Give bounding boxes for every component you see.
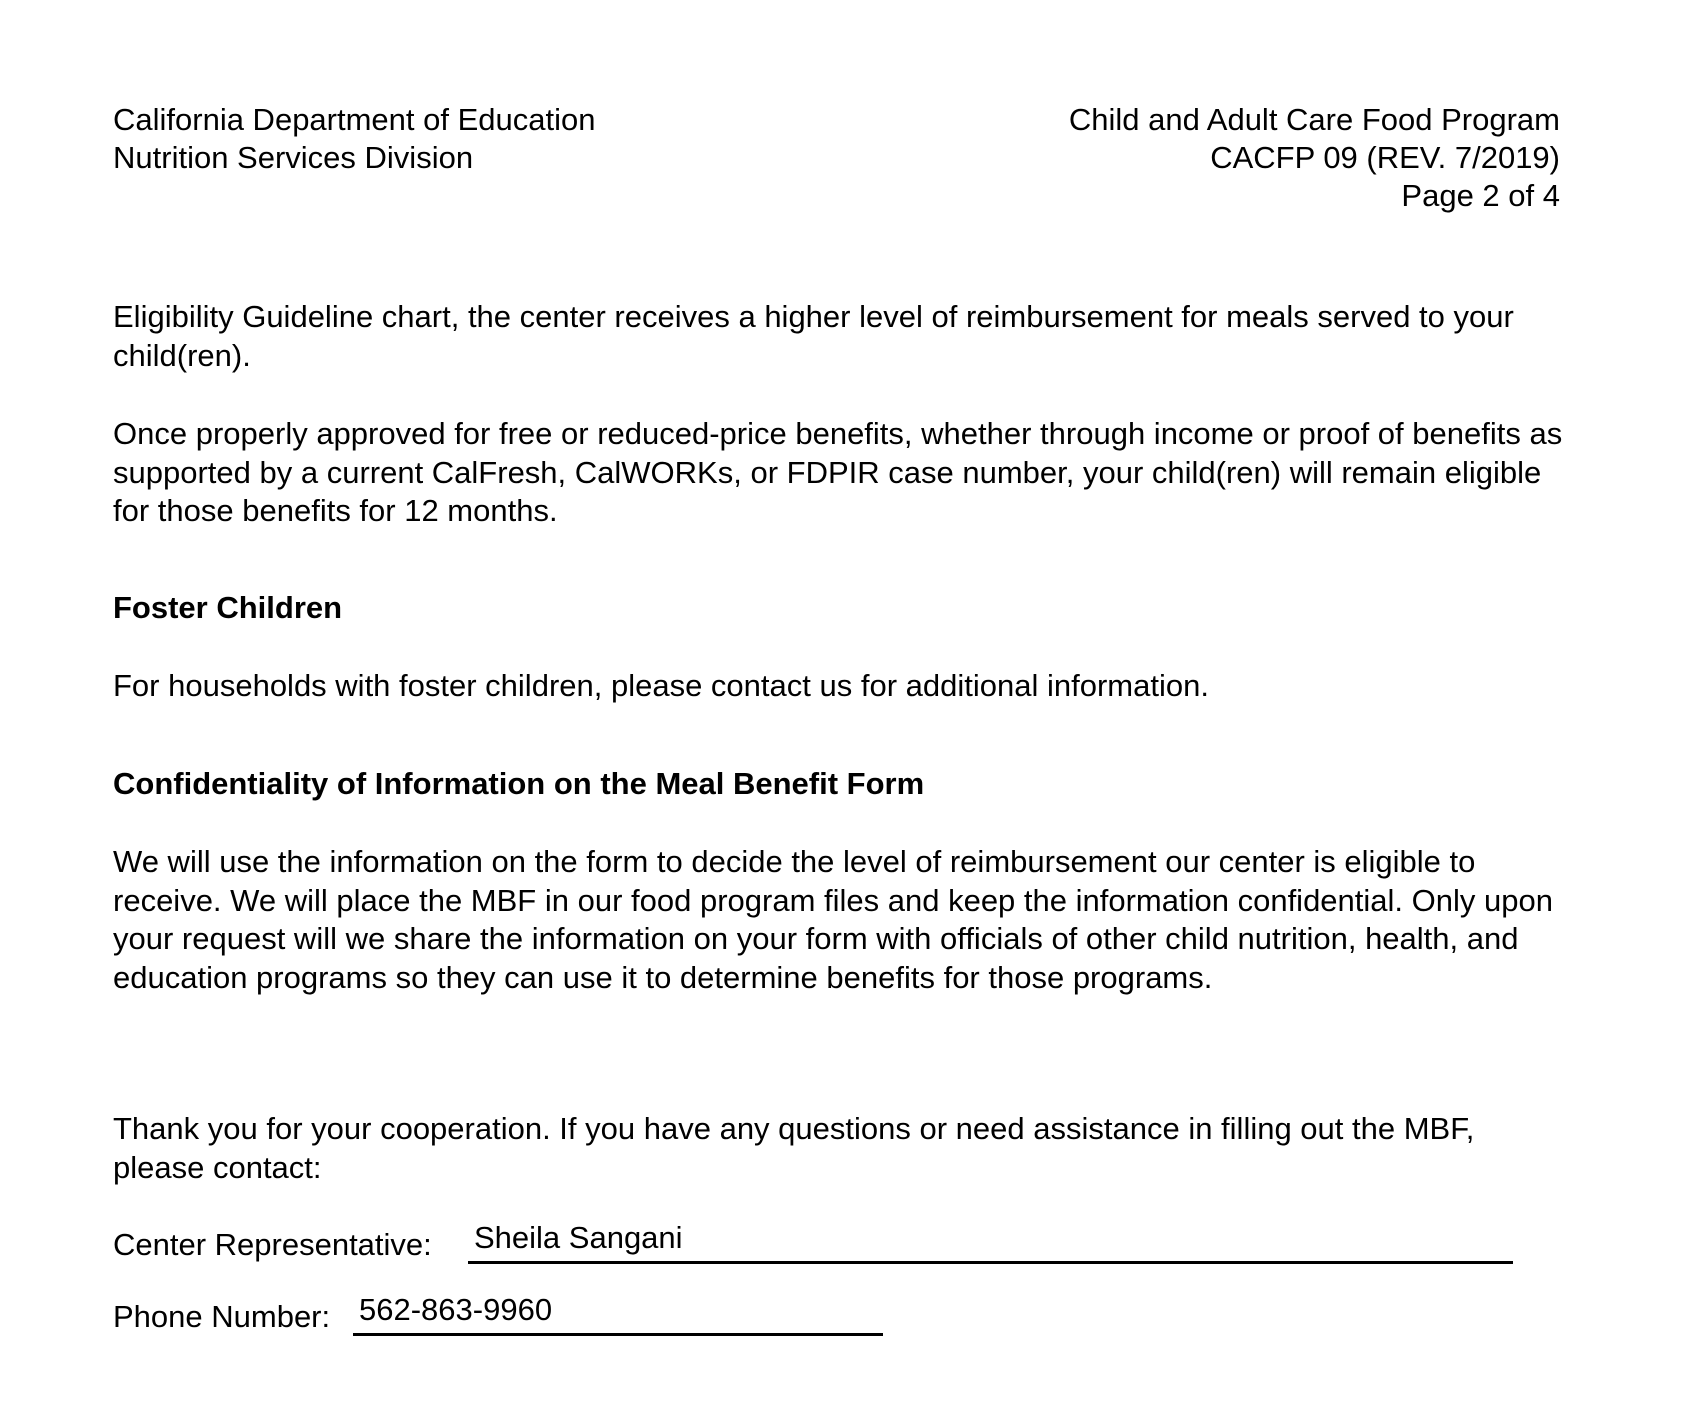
thanks-paragraph: Thank you for your cooperation. If you have any questions or need assistance in filling out the MBF, please contact: [113,1111,1475,1185]
header-right [1069,101,1560,215]
phone-number-label: Phone Number: [113,1299,331,1334]
program-name: Child and Adult Care Food Program [1068,102,1560,137]
center-representative-label: Center Representative: [113,1227,432,1262]
confidentiality-heading: Confidentiality of Information on the Meal Benefit Form [113,766,925,801]
phone-number-row [113,1292,913,1336]
center-representative-field[interactable] [468,1220,1513,1264]
foster-children-heading: Foster Children [113,590,343,625]
eligibility-paragraph: Eligibility Guideline chart, the center receives a higher level of reimbursement for meals served to your child(ren). [113,299,1514,373]
confidentiality-paragraph: We will use the information on the form to decide the level of reimbursement our center is eligible to receive. We will place the MBF in our food program files and keep the information confidential. Only upon your request will we share the information on your form with officials of other child nutrition, health, and education programs so they can use it to determine benefits for those programs. [113,844,1553,995]
division-name: Nutrition Services Division [113,140,474,175]
phone-number-field[interactable] [353,1292,883,1336]
department-name: California Department of Education [113,102,596,137]
phone-number-value: 562-863-9960 [359,1292,553,1327]
page-number: Page 2 of 4 [1401,178,1560,213]
center-representative-value: Sheila Sangani [474,1220,683,1255]
center-representative-row [113,1220,1513,1264]
approval-paragraph: Once properly approved for free or reduced-price benefits, whether through income or proof of benefits as supported by a current CalFresh, CalWORKs, or FDPIR case number, your child(ren) will remain eligible for those benefits for 12 months. [113,416,1563,528]
foster-children-paragraph: For households with foster children, please contact us for additional information. [113,668,1209,703]
header-left [113,101,595,177]
form-number: CACFP 09 (REV. 7/2019) [1210,140,1560,175]
